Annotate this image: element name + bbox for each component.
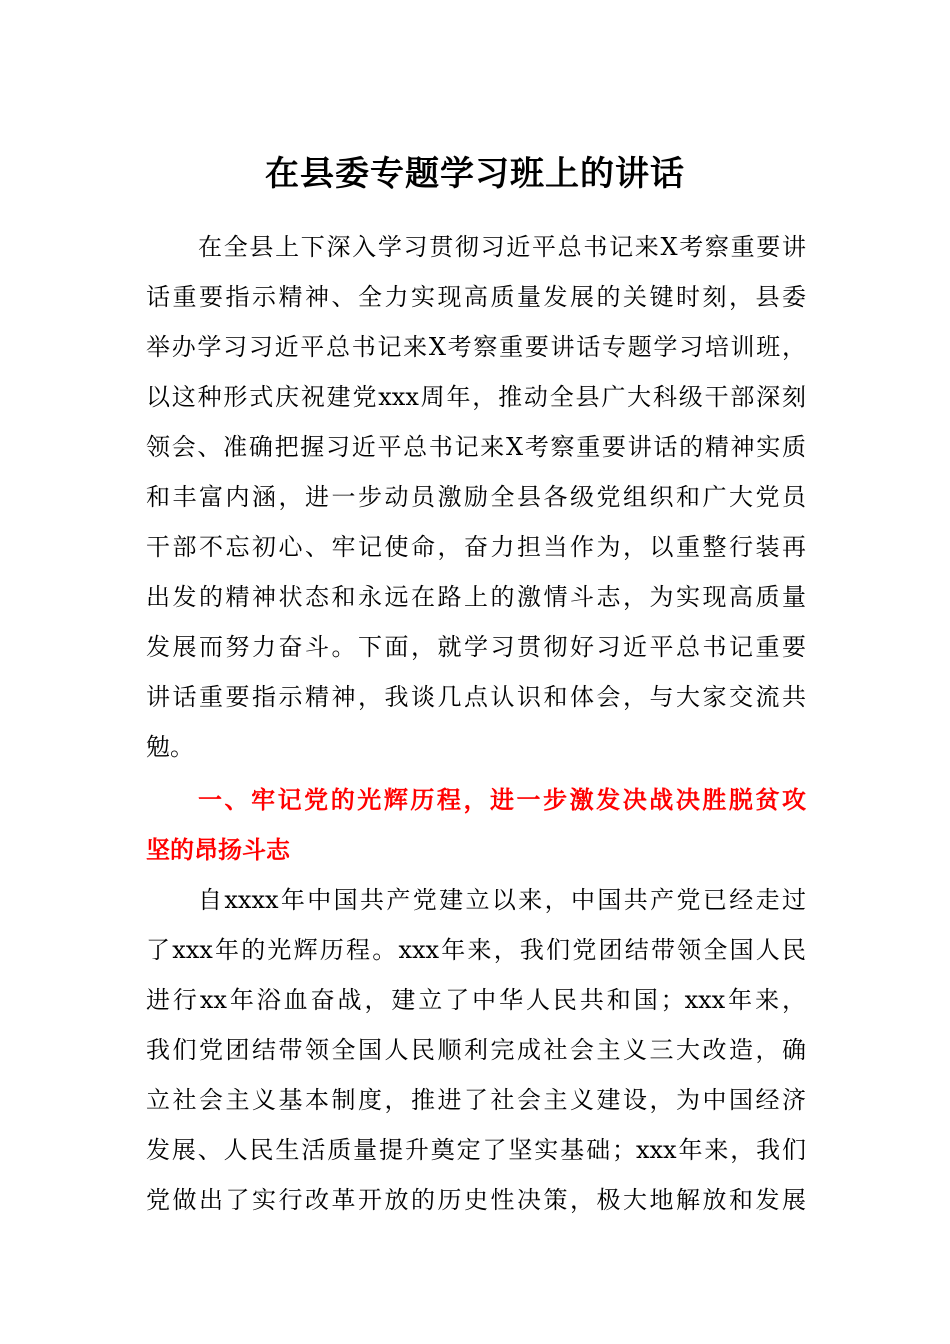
text-line: 讲话重要指示精神，我谈几点认识和体会，与大家交流共 (146, 683, 806, 711)
text-line: 干部不忘初心、牢记使命，奋力担当作为，以重整行装再 (146, 533, 806, 561)
document-title: 在县委专题学习班上的讲话 (265, 154, 685, 194)
text-line: 发展而努力奋斗。下面，就学习贯彻好习近平总书记重要 (146, 633, 806, 661)
text-line: 我们党团结带领全国人民顺利完成社会主义三大改造，确 (146, 1036, 806, 1064)
text-line: 勉。 (146, 733, 194, 761)
text-line: 自xxxx年中国共产党建立以来，中国共产党已经走过 (198, 886, 806, 914)
text-line: 了xxx年的光辉历程。xxx年来，我们党团结带领全国人民 (146, 936, 806, 964)
text-line: 领会、准确把握习近平总书记来X考察重要讲话的精神实质 (146, 433, 806, 461)
text-line: 出发的精神状态和永远在路上的激情斗志，为实现高质量 (146, 583, 806, 611)
text-line: 话重要指示精神、全力实现高质量发展的关键时刻，县委 (146, 283, 806, 311)
text-line: 党做出了实行改革开放的历史性决策，极大地解放和发展 (146, 1186, 806, 1214)
heading-line: 坚的昂扬斗志 (146, 836, 290, 864)
text-line: 以这种形式庆祝建党xxx周年，推动全县广大科级干部深刻 (146, 383, 806, 411)
intro-paragraph (146, 222, 806, 772)
section1-paragraph (146, 875, 806, 1225)
text-line: 立社会主义基本制度，推进了社会主义建设，为中国经济 (146, 1086, 806, 1114)
section-heading-1 (146, 775, 806, 875)
text-line: 发展、人民生活质量提升奠定了坚实基础；xxx年来，我们 (146, 1136, 806, 1164)
text-line: 进行xx年浴血奋战，建立了中华人民共和国；xxx年来， (146, 986, 806, 1014)
text-line: 和丰富内涵，进一步动员激励全县各级党组织和广大党员 (146, 483, 806, 511)
text-line: 在全县上下深入学习贯彻习近平总书记来X考察重要讲 (198, 233, 806, 261)
text-line: 举办学习习近平总书记来X考察重要讲话专题学习培训班， (146, 333, 806, 361)
heading-line: 一、牢记党的光辉历程，进一步激发决战决胜脱贫攻 (198, 786, 806, 814)
